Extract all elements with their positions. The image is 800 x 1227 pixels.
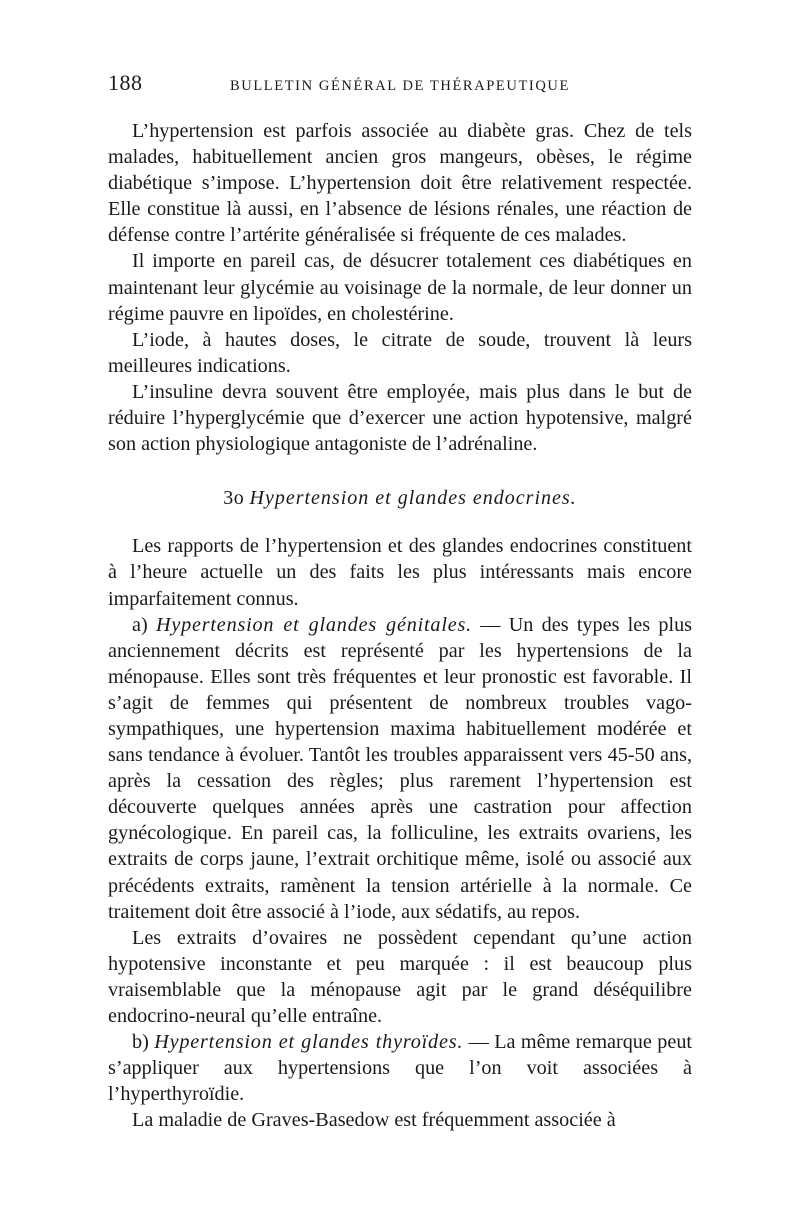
journal-title: BULLETIN GÉNÉRAL DE THÉRAPEUTIQUE: [230, 78, 570, 94]
subsection-b-text: La même remarque peut s’appliquer aux hypertensions que l’on voit associées à l’hyperthyroïdie.: [108, 1031, 693, 1106]
document-page: [108, 70, 692, 1133]
paragraph-iode: L’iode, à hautes doses, le citrate de soude, trouvent là leurs meilleures indications.: [108, 328, 692, 377]
subsection-b-label: b): [132, 1031, 149, 1054]
paragraph-glandes-thyroides: [108, 1029, 692, 1107]
subsection-a-dash: —: [480, 613, 501, 636]
paragraph-desucrer: Il importe en pareil cas, de désucrer totalement ces diabétiques en maintenant leur glycémie au voisinage de la normale, de leur donner un régime pauvre en lipoïdes, en cholestérine.: [108, 250, 692, 325]
subsection-a-label: a): [132, 613, 148, 636]
section-number: 3o: [223, 487, 245, 510]
subsection-b-title: Hypertension et glandes thyroïdes.: [154, 1031, 464, 1054]
paragraph-diabete: L’hypertension est parfois associée au diabète gras. Chez de tels malades, habituellement ancien gros mangeurs, obèses, le régime diabétique s’impose. L’hypertension doit être relativement respectée. Elle constitue là aussi, en l’absence de lésions rénales, une réaction de défense contre l’artérite généralisée si fréquente de ces malades.: [108, 120, 692, 247]
paragraph-insuline: L’insuline devra souvent être employée, mais plus dans le but de réduire l’hyperglycémie que d’exercer une action hypotensive, malgré son action physiologique antagoniste de l’adrénaline.: [108, 380, 692, 456]
running-head: [108, 70, 692, 104]
paragraph-extraits-ovaires: Les extraits d’ovaires ne possèdent cependant qu’une action hypotensive inconstante et peu marquée : il est beaucoup plus vraisemblable que la ménopause agit par le grand déséquilibre endocrino-neural qu’elle entraîne.: [108, 926, 692, 1027]
paragraph-graves-basedow: La maladie de Graves-Basedow est fréquemment associée à: [132, 1109, 616, 1132]
page-number: 188: [108, 70, 143, 95]
section-heading: [108, 485, 692, 511]
paragraph-section-intro: Les rapports de l’hypertension et des glandes endocrines constituent à l’heure actuelle un des faits les plus intéressants mais encore imparfaitement connus.: [108, 535, 692, 610]
section-title: Hypertension et glandes endocrines.: [249, 487, 577, 510]
paragraph-glandes-genitales: [108, 612, 692, 925]
subsection-a-text: Un des types les plus anciennement décrits est représenté par les hypertensions de la ménopause. Elles sont très fréquentes et leur pronostic est favorable. Il s’agit de femmes qui présentent de nombreux troubles vago-sympathiques, une hypertension maxima habituellement modérée et sans tendance à évoluer. Tantôt les troubles apparaissent vers 45-50 ans, après la cessation des règles; plus rarement l’hypertension est découverte quelques années après une castration pour affection gynécologique. En pareil cas, la folliculine, les extraits ovariens, les extraits de corps jaune, l’extrait orchitique même, isolé ou associé aux précédents extraits, ramènent la tension artérielle à la normale. Ce traitement doit être associé à l’iode, aux sédatifs, au repos.: [108, 613, 693, 923]
subsection-b-dash: —: [468, 1031, 489, 1054]
subsection-a-title: Hypertension et glandes génitales.: [155, 613, 472, 636]
